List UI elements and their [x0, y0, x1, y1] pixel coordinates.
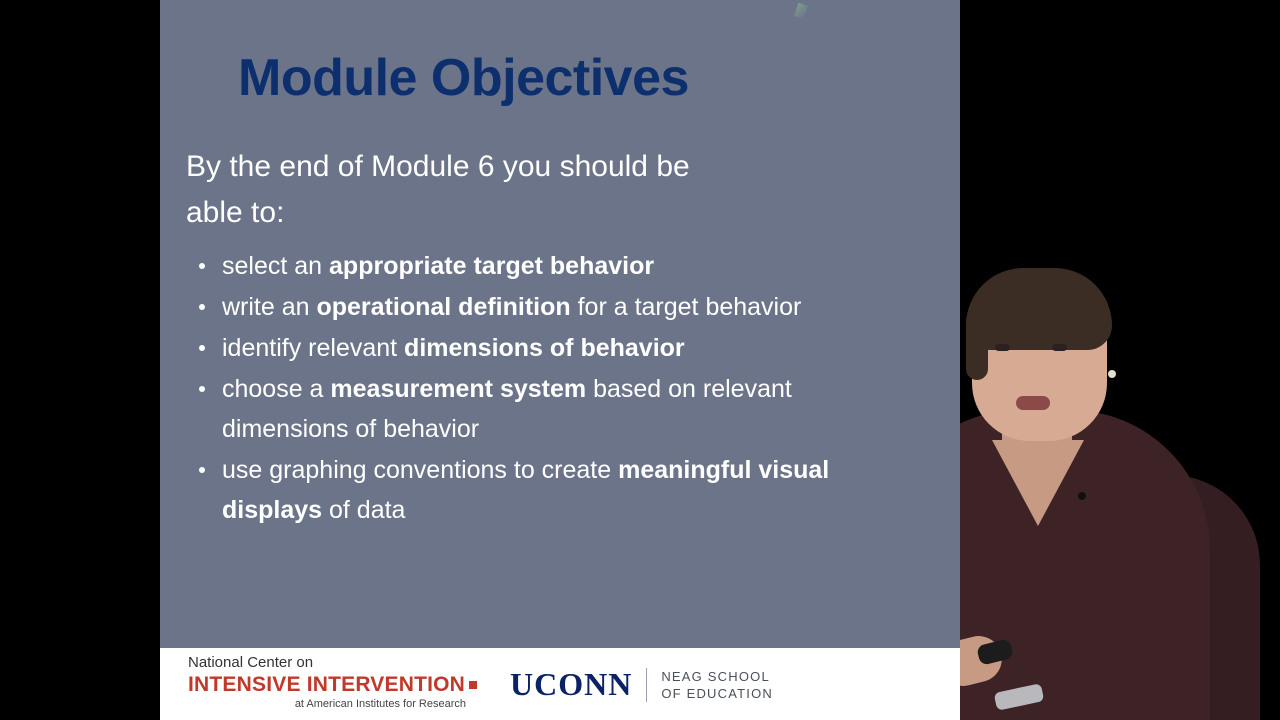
presenter-eye-right: [1052, 344, 1067, 351]
lapel-microphone-icon: [1078, 492, 1086, 500]
list-item: [190, 450, 910, 530]
list-item: [190, 246, 910, 286]
list-item: [190, 328, 910, 368]
presenter-video-overlay: [960, 0, 1280, 720]
presenter-hair-side: [966, 310, 988, 380]
presenter-torso: [960, 410, 1210, 720]
bullet-text-post: based on relevant dimensions of behavior: [222, 375, 792, 443]
slide-title: Module Objectives: [238, 49, 689, 107]
presenter-eye-left: [995, 344, 1010, 351]
list-item: [190, 369, 910, 449]
bullet-text-post: for a target behavior: [570, 293, 802, 321]
bullet-text-post: of data: [322, 496, 406, 524]
uconn-logo: [510, 666, 773, 703]
ncii-line1: National Center on: [188, 654, 314, 671]
bullet-text-pre: choose a: [222, 375, 331, 403]
presenter-mouth: [1016, 396, 1050, 410]
bullet-text-bold: dimensions of behavior: [404, 334, 685, 362]
bullet-text-pre: use graphing conventions to create: [222, 456, 619, 484]
bullet-dot-icon: [199, 345, 205, 351]
bullet-text-bold: measurement system: [330, 375, 587, 403]
presenter-earring: [1108, 370, 1116, 378]
presenter-figure: [960, 260, 1280, 720]
bullet-text-bold: operational definition: [316, 293, 571, 321]
bullet-text-pre: select an: [222, 252, 330, 280]
slide-artifact: [794, 3, 808, 19]
bullet-dot-icon: [199, 304, 205, 310]
bullet-text-bold: appropriate target behavior: [329, 252, 655, 280]
uconn-school-name: [661, 668, 773, 702]
uconn-wordmark: UCONN: [510, 666, 633, 702]
bullet-text-pre: identify relevant: [222, 334, 405, 362]
ncii-square-icon: [469, 681, 477, 689]
uconn-sub-line2: OF EDUCATION: [661, 685, 773, 701]
logo-divider: [646, 668, 647, 702]
ncii-logo: [188, 654, 478, 711]
slide-intro-text: By the end of Module 6 you should be able to:: [186, 150, 690, 229]
bullet-text-pre: write an: [222, 293, 317, 321]
bullet-dot-icon: [199, 386, 205, 392]
objectives-list: [190, 246, 910, 531]
ncii-line2: [188, 672, 478, 697]
bullet-text-bold: meaningful visual displays: [222, 456, 830, 524]
ncii-line2-text: INTENSIVE INTERVENTION: [188, 673, 466, 696]
bullet-dot-icon: [199, 263, 205, 269]
list-item: [190, 287, 910, 327]
ncii-line3: at American Institutes for Research: [294, 698, 466, 710]
bullet-dot-icon: [199, 467, 205, 473]
uconn-sub-line1: NEAG SCHOOL: [661, 668, 770, 684]
